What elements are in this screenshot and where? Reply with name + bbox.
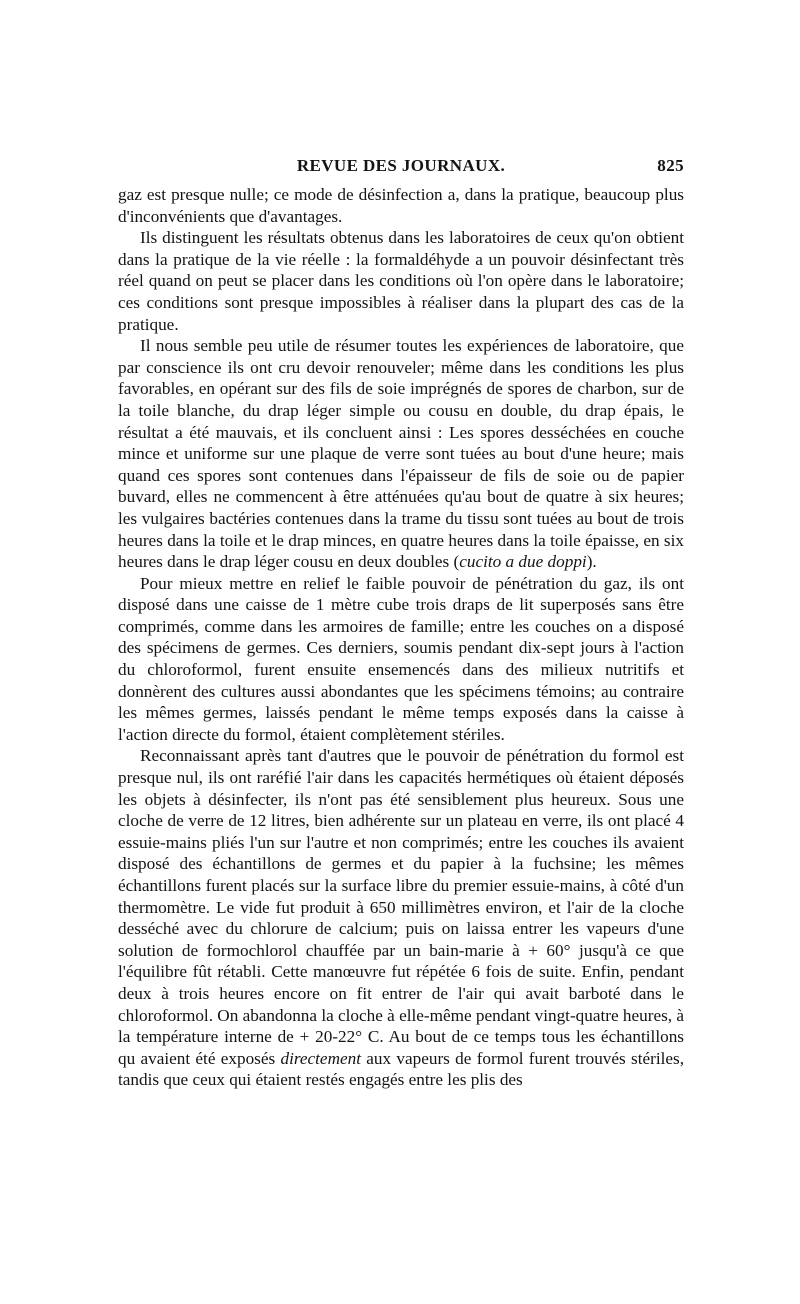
paragraph xyxy=(118,573,684,746)
paragraph-text: Ils distinguent les résultats obtenus dans les laboratoires de ceux qu'on obtient dans la pratique de la vie réelle : la formaldéhyde a un pouvoir désinfectant très réel quand on peut se placer dans les conditions où l'on opère dans le laboratoire; ces conditions sont presque impossibles à réaliser dans la plupart des cas de la pratique. xyxy=(118,228,684,334)
running-header xyxy=(118,156,684,180)
paragraph xyxy=(118,335,684,573)
article-body xyxy=(118,184,684,1091)
running-title: REVUE DES JOURNAUX. xyxy=(296,156,506,175)
italic-text: directement xyxy=(280,1048,361,1068)
paragraph-text: gaz est presque nulle; ce mode de désinfection a, dans la pratique, beaucoup plus d'inconvénients que d'avantages. xyxy=(118,185,684,226)
paragraph-text: Pour mieux mettre en relief le faible pouvoir de pénétration du gaz, ils ont disposé dans une caisse de 1 mètre cube trois draps de lit superposés sans être comprimés, comme dans les armoires de famille; entre les couches on a disposé des spécimens de germes. Ces derniers, soumis pendant dix-sept jours à l'action du chloroformol, furent ensuite ensemencés dans des milieux nutritifs et donnèrent des cultures aussi abondantes que les spécimens témoins; au contraire les mêmes germes, laissés pendant le même temps exposés dans la caisse à l'action directe du formol, étaient complètement stériles. xyxy=(118,573,684,744)
paragraph-text: aux vapeurs de formol furent trouvés stériles, tandis que ceux qui étaient restés engagés entre les plis des xyxy=(118,1048,684,1090)
paragraph xyxy=(118,227,684,335)
italic-text: cucito a due doppi xyxy=(459,552,587,572)
paragraph-text: ). xyxy=(586,552,597,572)
paragraph-text: Il nous semble peu utile de résumer toutes les expériences de laboratoire, que par conscience ils ont cru devoir renouveler; même dans les conditions les plus favorables, en opérant sur des fils de soie imprégnés de spores de charbon, sur de la toile blanche, du drap léger simple ou cousu en double, du drap épais, le résultat a été mauvais, et ils concluent ainsi : Les spores desséchées en couche mince et uniforme sur une plaque de verre sont tuées au bout d'une heure; mais quand ces spores sont contenues dans l'épaisseur de fils de soie ou de papier buvard, elles ne commencent à être atténuées qu'au bout de quatre à six heures; les vulgaires bactéries contenues dans la trame du tissu sont tuées au bout de trois heures dans la toile et le drap minces, en quatre heures dans la toile épaisse, en six heures dans le drap léger cousu en deux doubles ( xyxy=(118,336,684,572)
paragraph xyxy=(118,184,684,227)
paragraph-text: Reconnaissant après tant d'autres que le pouvoir de pénétration du formol est presque nul, ils ont raréfié l'air dans les capacités hermétiques où étaient déposés les objets à désinfecter, ils n'ont pas été sensiblement plus heureux. Sous une cloche de verre de 12 litres, bien adhérente sur un plateau en verre, ils ont placé 4 essuie-mains pliés l'un sur l'autre et non comprimés; entre les couches ils avaient disposé des échantillons de germes et du papier à la fuchsine; les mêmes échantillons furent placés sur la surface libre du premier essuie-mains, à côté d'un thermomètre. Le vide fut produit à 650 millimètres environ, et l'air de la cloche desséché avec du chlorure de calcium; puis on laissa entrer les vapeurs d'une solution de formochlorol chauffée par un bain-marie à + 60° jusqu'à ce que l'équilibre fût rétabli. Cette manœuvre fut répétée 6 fois de suite. Enfin, pendant deux à trois heures encore on fit entrer de l'air qui avait barboté dans le chloroformol. On abandonna la cloche à elle-même pendant vingt-quatre heures, à la température interne de + 20-22° C. Au bout de ce temps tous les échantillons qu avaient été exposés xyxy=(118,746,685,1068)
page-number: 825 xyxy=(657,156,684,175)
paragraph xyxy=(118,745,684,1091)
